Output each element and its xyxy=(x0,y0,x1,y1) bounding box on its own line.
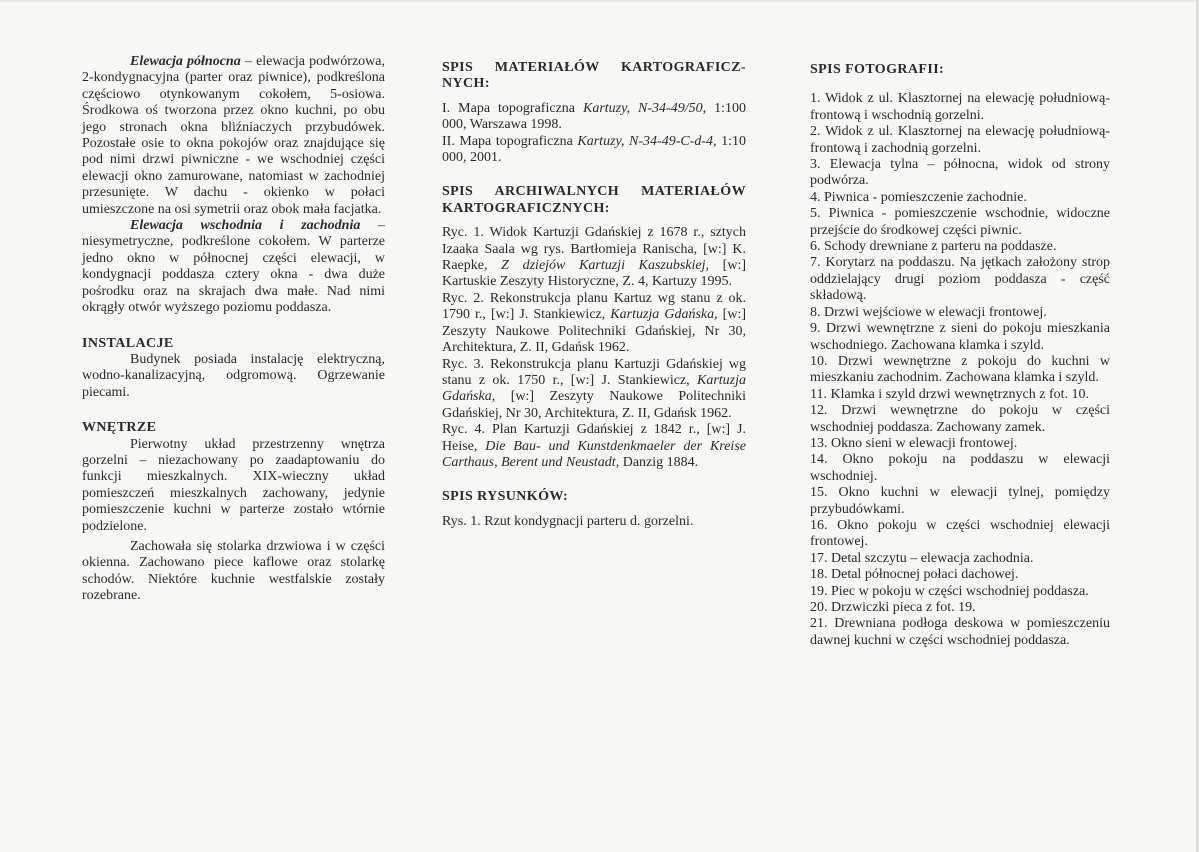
ryc-2-source: [w:] Zeszyty Naukowe Politechniki Gdańskiej, Nr 30, Architektura, Z. II, Gdańsk 1962. xyxy=(442,307,746,356)
drawing-item-1: Rys. 1. Rzut kondygnacji parteru d. gorzelni. xyxy=(442,513,694,529)
column-middle xyxy=(442,60,746,530)
photo-list-item: 14. Okno pokoju na poddaszu w elewacji wschodniej. xyxy=(810,452,1110,484)
ryc-4-source: Danzig 1884. xyxy=(619,454,699,470)
paragraph-east-west-elevation xyxy=(82,218,385,316)
photo-list-item: 17. Detal szczytu – elewacja zachodnia. xyxy=(810,550,1034,566)
paragraph-instalacje: Budynek posiada instalację elektryczną, wodno-kanalizacyjną, odgromową. Ogrzewanie piecami. xyxy=(82,351,385,400)
map-2-sheet: Kartuzy, N-34-49-C-d-4, xyxy=(577,133,717,149)
ryc-1-source: [w:] Kartuskie Zeszyty Historyczne, Z. 4, Kartuzy 1995. xyxy=(442,258,747,290)
heading-instalacje: INSTALACJE xyxy=(82,335,174,351)
photo-list-item: 10. Drzwi wewnętrzne z pokoju do kuchni w mieszkaniu zachodnim. Zachowana klamka i szyld. xyxy=(810,353,1110,386)
map-1-title: I. Mapa topograficzna xyxy=(442,100,583,116)
map-2-title: II. Mapa topograficzna xyxy=(442,133,578,149)
heading-materials-line1: SPIS MATERIAŁÓW KARTOGRAFICZ- xyxy=(442,60,746,75)
photo-list-item: 2. Widok z ul. Klasztornej na elewację południową-frontową i zachodnią gorzelni. xyxy=(810,124,1110,156)
ryc-4-text: Ryc. 4. Plan Kartuzji Gdańskiej z 1842 r., [w:] J. Heise, xyxy=(442,422,746,454)
ryc-1-text: Ryc. 1. Widok Kartuzji Gdańskiej z 1678 r., sztych Izaaka Saala wg rys. Bartłomieja Ranischa, [w:] K. Raepke, xyxy=(442,225,746,274)
photo-list-item: 19. Piec w pokoju w części wschodniej poddasza. xyxy=(810,583,1089,599)
map-1-scale: 1:100 000, Warszawa 1998. xyxy=(442,100,747,133)
photo-list-item: 7. Korytarz na poddaszu. Na jętkach założony strop oddzielający drugi poziom poddasza - część składową. xyxy=(810,255,1110,304)
ryc-3 xyxy=(442,357,746,423)
photo-list xyxy=(810,91,1110,649)
column-left xyxy=(82,54,385,605)
heading-materials-line2: NYCH: xyxy=(442,76,490,92)
north-elevation-text: – elewacja podwórzowa, 2-kondygnacyjna (parter oraz piwnice), podkreślona częściowo otynkowanym cokołem, 5-osiowa. Środkowa oś tworzona przez okno kuchni, po obu jego stronach okna bliźniaczych przybudówek. Pozostałe osie to okna pokojów oraz znajdujące się pod nimi drzwi piwniczne - we wschodniej części elewacji okno zamurowane, natomiast w zachodniej przesunięte. W dachu - okienko w połaci umieszczone na osi symetrii oraz obok mała facjatka. xyxy=(82,54,385,217)
paragraph-north-elevation xyxy=(82,54,385,218)
photo-list-item: 21. Drewniana podłoga deskowa w pomieszczeniu dawnej kuchni w części wschodniej poddasza. xyxy=(810,616,1110,648)
photo-list-item: 13. Okno sieni w elewacji frontowej. xyxy=(810,435,1018,451)
ryc-3-title: Kartuzja Gdańska, xyxy=(442,372,746,405)
photo-list-item: 15. Okno kuchni w elewacji tylnej, pomiędzy przybudówkami. xyxy=(810,485,1110,517)
ryc-3-source: [w:] Zeszyty Naukowe Politechniki Gdańskiej, Nr 30, Architektura, Z. II, Gdańsk 1962. xyxy=(442,389,746,421)
photo-list-item: 16. Okno pokoju w części wschodniej elewacji frontowej. xyxy=(810,517,1110,550)
ryc-2-text: Ryc. 2. Rekonstrukcja planu Kartuz wg stanu z ok. 1790 r., [w:] J. Stankiewicz, xyxy=(442,290,746,323)
ryc-4-title: Die Bau- und Kunstdenkmaeler der Kreise Carthaus, Berent und Neustadt, xyxy=(442,438,746,470)
paragraph-wnetrze-1: Pierwotny układ przestrzenny wnętrza gorzelni – niezachowany po zaadaptowaniu do funkcji mieszkalnych. XIX-wieczny układ pomieszczeń mieszkalnych zachowany, jedynie pomieszczenie kuchni w parterze zostało wtórnie podzielone. xyxy=(82,436,385,534)
photo-list-item: 3. Elewacja tylna – północna, widok od strony podwórza. xyxy=(810,157,1110,189)
photo-list-item: 1. Widok z ul. Klasztornej na elewację południową-frontową i wschodnią gorzelni. xyxy=(810,91,1110,123)
heading-wnetrze: WNĘTRZE xyxy=(82,420,157,436)
east-west-elevation-text: – niesymetryczne, podkreślone cokołem. W parterze jedno okno w północnej części elewacji, w kondygnacji poddasza cztery okna - dwa duże pośrodku oraz na skrajach dwa małe. Nad nimi okrągły otwór wyższego poziomu poddasza. xyxy=(82,218,386,316)
heading-archival-line1: SPIS ARCHIWALNYCH MATERIAŁÓW xyxy=(442,184,746,200)
photo-list-item: 9. Drzwi wewnętrzne z sieni do pokoju mieszkania wschodniego. Zachowana klamka i szyld. xyxy=(810,321,1110,353)
map-item-2 xyxy=(442,134,746,167)
photo-list-item: 20. Drzwiczki pieca z fot. 19. xyxy=(810,600,976,615)
photo-list-item: 5. Piwnica - pomieszczenie wschodnie, widoczne przejście do środkowej części piwnic. xyxy=(810,206,1110,238)
ryc-3-text: Ryc. 3. Rekonstrukcja planu Kartuzji Gdańskiej wg stanu z ok. 1750 r., [w:] J. Stankiewicz, xyxy=(442,356,746,388)
photo-list-item: 6. Schody drewniane z parteru na poddasze. xyxy=(810,239,1057,255)
photo-list-item: 12. Drzwi wewnętrzne do pokoju w części wschodniej poddasza. Zachowany zamek. xyxy=(810,403,1110,435)
ryc-1 xyxy=(442,225,746,291)
north-elevation-lead: Elewacja północna xyxy=(130,54,241,69)
map-item-1 xyxy=(442,101,746,134)
ryc-2 xyxy=(442,291,746,357)
photo-list-item: 4. Piwnica - pomieszczenie zachodnie. xyxy=(810,189,1027,205)
ryc-2-title: Kartuzja Gdańska, xyxy=(610,307,718,323)
ryc-4 xyxy=(442,422,746,471)
heading-archival-line2: KARTOGRAFICZNYCH: xyxy=(442,200,610,216)
column-right xyxy=(810,62,1110,649)
map-1-sheet: Kartuzy, N-34-49/50, xyxy=(583,100,707,116)
heading-drawings: SPIS RYSUNKÓW: xyxy=(442,489,569,505)
map-2-scale: 1:10 000, 2001. xyxy=(442,133,746,166)
ryc-1-title: Z dziejów Kartuzji Kaszubskiej, xyxy=(501,258,710,274)
paragraph-wnetrze-2: Zachowała się stolarka drzwiowa i w części okienna. Zachowano piece kaflowe oraz stolarkę schodów. Niektóre kuchnie westfalskie zostały rozebrane. xyxy=(82,538,385,604)
photo-list-item: 8. Drzwi wejściowe w elewacji frontowej. xyxy=(810,304,1047,320)
photo-list-item: 11. Klamka i szyld drzwi wewnętrznych z fot. 10. xyxy=(810,386,1090,402)
heading-photos: SPIS FOTOGRAFII: xyxy=(810,62,945,77)
photo-list-item: 18. Detal północnej połaci dachowej. xyxy=(810,567,1019,583)
east-west-elevation-lead: Elewacja wschodnia i zachodnia xyxy=(130,218,361,234)
page-edge-top xyxy=(0,0,1199,2)
